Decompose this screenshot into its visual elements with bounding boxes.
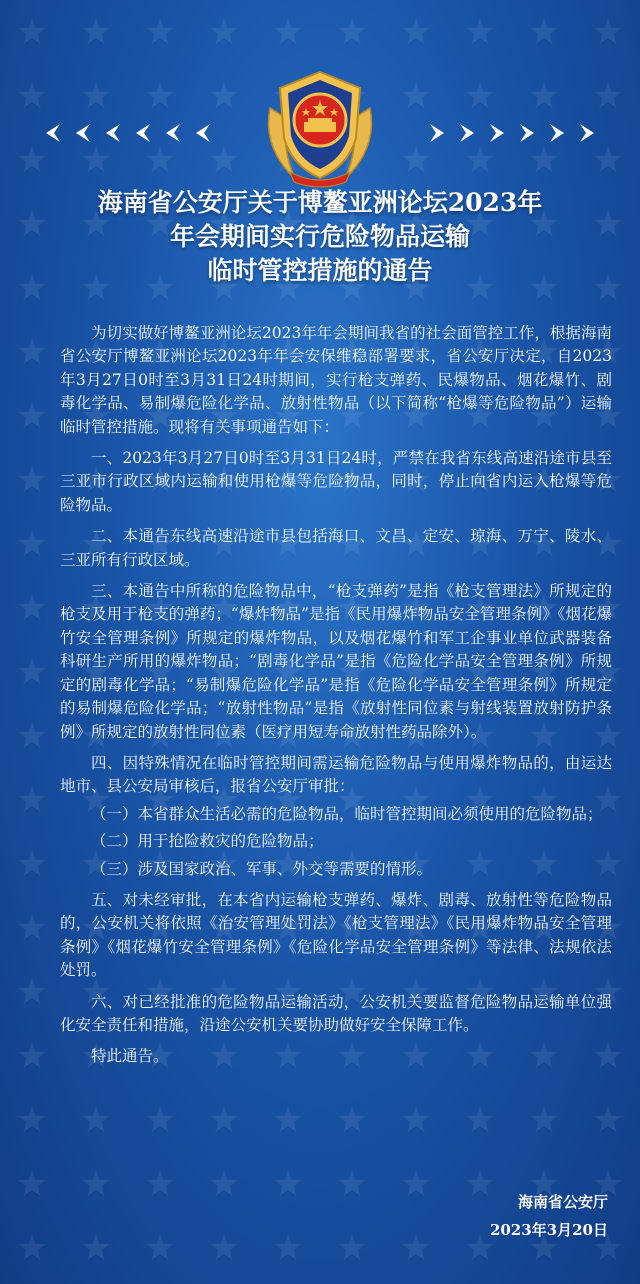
chevron-left-icon xyxy=(38,122,64,144)
clause-6: 六、对已经批准的危险物品运输活动，公安机关要监督危险物品运输单位强化安全责任和措施，沿途公安机关要协助做好安全保障工作。 xyxy=(60,992,612,1034)
clause-3: 三、本通告中所称的危险物品中，“枪支弹药”是指《枪支管理法》所规定的枪支及用于枪支的弹药；“爆炸物品”是指《民用爆炸物品安全管理条例》《烟花爆竹安全管理条例》所规定的爆炸物品，以及烟花爆竹和军工企事业单位武器装备科研生产所用的爆炸物品；“剧毒化学品”是指《危险化学品安全管理条例》所规定的剧毒化学品；“易制爆危险化学品”是指《危险化学品安全管理条例》所规定的易制爆危险化学品；“放射性物品”是指《放射性同位素与射线装置放射防护条例》所规定的放射性同位素（医疗用短寿命放射性药品除外）。 xyxy=(60,582,612,741)
chevron-left-icon xyxy=(68,122,94,144)
notice-body xyxy=(60,322,612,1077)
header-emblem-area xyxy=(0,30,640,180)
clause-1: 一、2023年3月27日0时至3月31日24时，严禁在我省东线高速沿途市县至三亚市行政区域内运输和使用枪爆等危险物品，同时，停止向省内运入枪爆等危险物品。 xyxy=(60,449,612,514)
issue-date: 2023年3月20日 xyxy=(489,1221,608,1239)
clause-2: 二、本通告东线高速沿途市县包括海口、文昌、定安、琼海、万宁、陵水、三亚所有行政区域。 xyxy=(60,527,612,569)
clause-5: 五、对未经审批，在本省内运输枪支弹药、爆炸、剧毒、放射性等危险物品的，公安机关将依照《治安管理处罚法》《枪支管理法》《民用爆炸物品安全管理条例》《烟花爆竹安全管理条例》《危险化学品安全管理条例》等法律、法规依法处罚。 xyxy=(60,890,612,980)
clause-4: 四、因特殊情况在临时管控期间需运输危险物品与使用爆炸物品的，由运达地市、县公安局审核后，报省公安厅审批： xyxy=(60,753,612,796)
intro-paragraph: 为切实做好博鳌亚洲论坛2023年年会期间我省的社会面管控工作，根据海南省公安厅博鳌亚洲论坛2023年年会安保维稳部署要求，省公安厅决定，自2023年3月27日0时至3月31日24时期间，实行枪支弹药、民爆物品、烟花爆竹、剧毒化学品、易制爆危险化学品、放射性物品（以下简称“枪爆等危险物品”）运输临时管控措施。现将有关事项通告如下： xyxy=(60,324,612,436)
signature-block xyxy=(490,1188,608,1244)
chevron-right-icon xyxy=(426,122,452,144)
title-line-2: 年会期间实行危险物品运输 xyxy=(169,222,470,251)
chevron-left-icon xyxy=(188,122,214,144)
closing-line: 特此通告。 xyxy=(91,1047,169,1066)
chevron-right-icon xyxy=(456,122,482,144)
chevron-left-group xyxy=(38,122,214,144)
title-line-1: 海南省公安厅关于博鳌亚洲论坛2023年 xyxy=(97,188,543,217)
notice-title xyxy=(0,186,640,288)
issuer-name: 海南省公安厅 xyxy=(517,1193,608,1211)
chevron-right-icon xyxy=(516,122,542,144)
clause-4-item-2: （二）用于抢险救灾的危险物品； xyxy=(91,832,324,851)
chevron-left-icon xyxy=(158,122,184,144)
clause-4-item-3: （三）涉及国家政治、军事、外交等需要的情形。 xyxy=(91,859,433,878)
chevron-right-icon xyxy=(576,122,602,144)
police-emblem-icon xyxy=(252,68,388,190)
chevron-left-icon xyxy=(98,122,124,144)
clause-4-item-1: （一）本省群众生活必需的危险物品，临时管控期间必须使用的危险物品； xyxy=(91,804,603,823)
chevron-left-icon xyxy=(128,122,154,144)
chevron-right-icon xyxy=(546,122,572,144)
chevron-right-group xyxy=(426,122,602,144)
title-line-3: 临时管控措施的通告 xyxy=(207,256,433,285)
chevron-right-icon xyxy=(486,122,512,144)
